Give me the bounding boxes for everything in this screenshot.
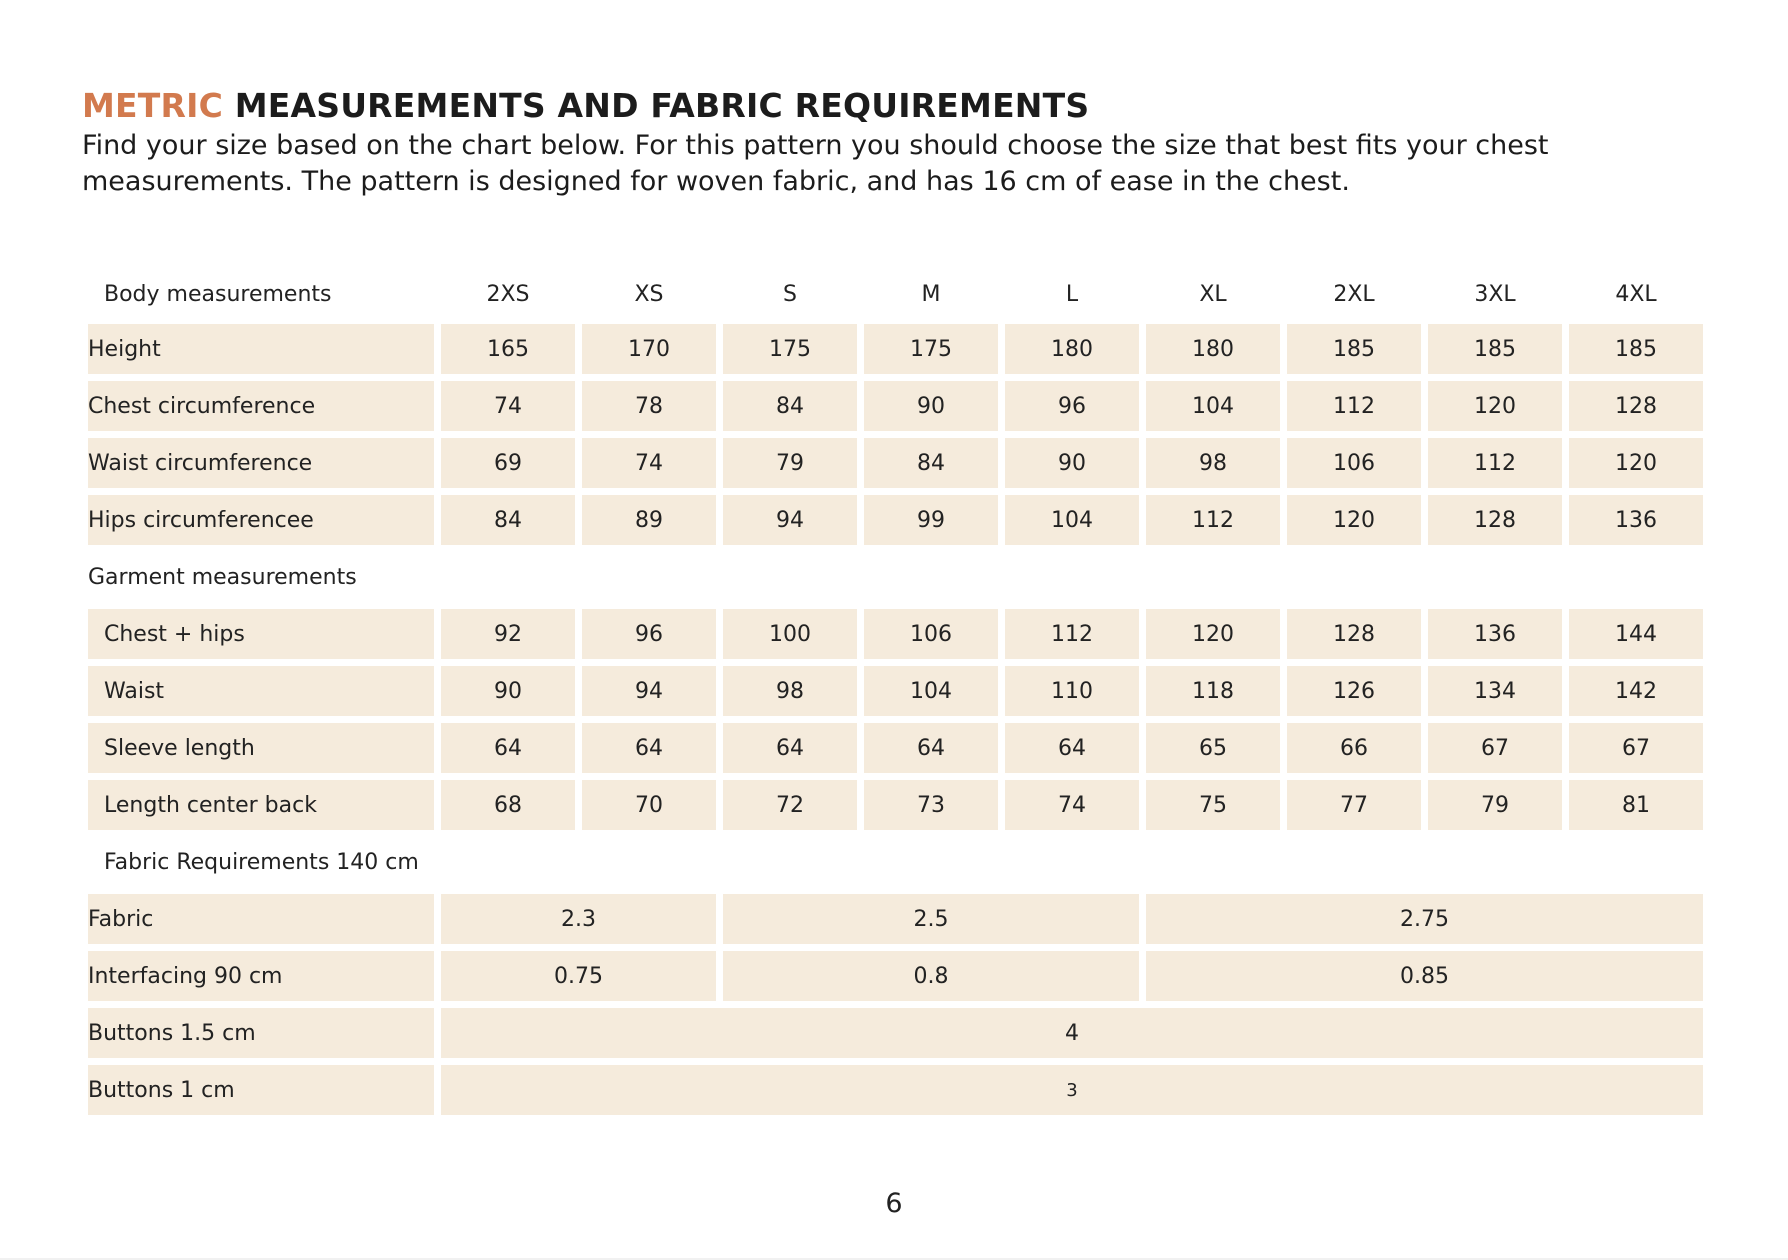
size-header: S: [783, 281, 797, 307]
table-row: [88, 666, 1703, 716]
row-label: Chest + hips: [88, 609, 434, 659]
value-cell: 175: [723, 324, 857, 374]
value-cell: 144: [1569, 609, 1703, 659]
value-cell: 90: [441, 666, 575, 716]
merged-value-cell: 2.3: [441, 894, 716, 944]
value-cell: 64: [864, 723, 998, 773]
table-row: [88, 951, 1703, 1001]
size-header: 4XL: [1615, 281, 1657, 307]
garment-measurements-rows: [88, 609, 1703, 830]
value-cell: 68: [441, 780, 575, 830]
value-cell: 98: [723, 666, 857, 716]
table-row: [88, 1008, 1703, 1058]
fabric-requirements-heading: Fabric Requirements 140 cm: [104, 849, 419, 875]
value-cell: 84: [723, 381, 857, 431]
value-cell: 81: [1569, 780, 1703, 830]
value-cell: 165: [441, 324, 575, 374]
title-accent: METRIC: [82, 86, 223, 125]
size-header: M: [921, 281, 941, 307]
value-cell: 118: [1146, 666, 1280, 716]
value-cell: 180: [1005, 324, 1139, 374]
value-cell: 185: [1569, 324, 1703, 374]
table-row: [88, 1065, 1703, 1115]
merged-value-cell: 0.85: [1146, 951, 1703, 1001]
value-cell: 128: [1428, 495, 1562, 545]
row-label: Buttons 1 cm: [88, 1065, 434, 1115]
row-label: Chest circumference: [88, 381, 434, 431]
value-cell: 64: [441, 723, 575, 773]
value-cell: 89: [582, 495, 716, 545]
garment-measurements-heading: Garment measurements: [88, 564, 357, 590]
value-cell: 74: [1005, 780, 1139, 830]
value-cell: 90: [1005, 438, 1139, 488]
row-label: Waist circumference: [88, 438, 434, 488]
size-header: 3XL: [1474, 281, 1516, 307]
table-row: [88, 894, 1703, 944]
size-header: XS: [634, 281, 664, 307]
size-header: XL: [1199, 281, 1227, 307]
value-cell: 67: [1569, 723, 1703, 773]
value-cell: 67: [1428, 723, 1562, 773]
table-row: [88, 780, 1703, 830]
value-cell: 112: [1287, 381, 1421, 431]
row-label: Waist: [88, 666, 434, 716]
row-label: Length center back: [88, 780, 434, 830]
size-header: 2XS: [486, 281, 530, 307]
value-cell: 64: [723, 723, 857, 773]
value-cell: 175: [864, 324, 998, 374]
value-cell: 136: [1569, 495, 1703, 545]
merged-value-cell: 2.5: [723, 894, 1139, 944]
value-cell: 100: [723, 609, 857, 659]
garment-heading-section: [88, 552, 1703, 602]
size-header: 2XL: [1333, 281, 1375, 307]
table-row: [88, 324, 1703, 374]
value-cell: 128: [1569, 381, 1703, 431]
value-cell: 112: [1005, 609, 1139, 659]
value-cell: 185: [1428, 324, 1562, 374]
value-cell: 78: [582, 381, 716, 431]
merged-value-cell: 3: [441, 1065, 1703, 1115]
value-cell: 170: [582, 324, 716, 374]
value-cell: 64: [1005, 723, 1139, 773]
value-cell: 99: [864, 495, 998, 545]
value-cell: 120: [1146, 609, 1280, 659]
value-cell: 90: [864, 381, 998, 431]
merged-value-cell: 4: [441, 1008, 1703, 1058]
page-title: [82, 86, 1089, 125]
body-measurements-heading: Body measurements: [104, 281, 332, 307]
value-cell: 120: [1569, 438, 1703, 488]
value-cell: 126: [1287, 666, 1421, 716]
table-row: [88, 609, 1703, 659]
table-row: [88, 381, 1703, 431]
intro-paragraph: Find your size based on the chart below. For this pattern you should choose the size that best fits your chest measurements. The pattern is designed for woven fabric, and has 16 cm of ease in the chest.: [82, 130, 1549, 197]
value-cell: 104: [1005, 495, 1139, 545]
table-row: [88, 723, 1703, 773]
size-header: L: [1065, 281, 1079, 307]
value-cell: 79: [1428, 780, 1562, 830]
row-label: Hips circumferencee: [88, 495, 434, 545]
section-heading-row: [88, 837, 1703, 887]
value-cell: 104: [1146, 381, 1280, 431]
value-cell: 136: [1428, 609, 1562, 659]
size-header-row: [88, 271, 1703, 317]
fabric-requirements-rows: [88, 894, 1703, 1115]
value-cell: 106: [864, 609, 998, 659]
row-label: Height: [88, 324, 434, 374]
value-cell: 94: [582, 666, 716, 716]
section-heading-row: [88, 552, 1703, 602]
value-cell: 120: [1287, 495, 1421, 545]
value-cell: 134: [1428, 666, 1562, 716]
body-measurements-rows: [88, 324, 1703, 545]
value-cell: 73: [864, 780, 998, 830]
value-cell: 128: [1287, 609, 1421, 659]
value-cell: 66: [1287, 723, 1421, 773]
table-row: [88, 495, 1703, 545]
row-label: Sleeve length: [88, 723, 434, 773]
value-cell: 75: [1146, 780, 1280, 830]
row-label: Buttons 1.5 cm: [88, 1008, 434, 1058]
value-cell: 110: [1005, 666, 1139, 716]
value-cell: 84: [441, 495, 575, 545]
title-rest: MEASUREMENTS AND FABRIC REQUIREMENTS: [234, 86, 1090, 125]
value-cell: 94: [723, 495, 857, 545]
row-label: Interfacing 90 cm: [88, 951, 434, 1001]
value-cell: 96: [1005, 381, 1139, 431]
value-cell: 64: [582, 723, 716, 773]
value-cell: 69: [441, 438, 575, 488]
value-cell: 92: [441, 609, 575, 659]
value-cell: 142: [1569, 666, 1703, 716]
value-cell: 98: [1146, 438, 1280, 488]
value-cell: 84: [864, 438, 998, 488]
merged-value-cell: 2.75: [1146, 894, 1703, 944]
value-cell: 79: [723, 438, 857, 488]
value-cell: 70: [582, 780, 716, 830]
fabric-heading-section: [88, 837, 1703, 887]
row-label: Fabric: [88, 894, 434, 944]
page-number: 6: [885, 1188, 903, 1219]
merged-value-cell: 0.75: [441, 951, 716, 1001]
value-cell: 180: [1146, 324, 1280, 374]
value-cell: 77: [1287, 780, 1421, 830]
value-cell: 112: [1428, 438, 1562, 488]
value-cell: 104: [864, 666, 998, 716]
value-cell: 74: [441, 381, 575, 431]
table-row: [88, 438, 1703, 488]
value-cell: 120: [1428, 381, 1562, 431]
size-chart-table: [81, 264, 1710, 1122]
value-cell: 96: [582, 609, 716, 659]
value-cell: 112: [1146, 495, 1280, 545]
value-cell: 74: [582, 438, 716, 488]
merged-value-cell: 0.8: [723, 951, 1139, 1001]
value-cell: 72: [723, 780, 857, 830]
value-cell: 185: [1287, 324, 1421, 374]
value-cell: 106: [1287, 438, 1421, 488]
value-cell: 65: [1146, 723, 1280, 773]
